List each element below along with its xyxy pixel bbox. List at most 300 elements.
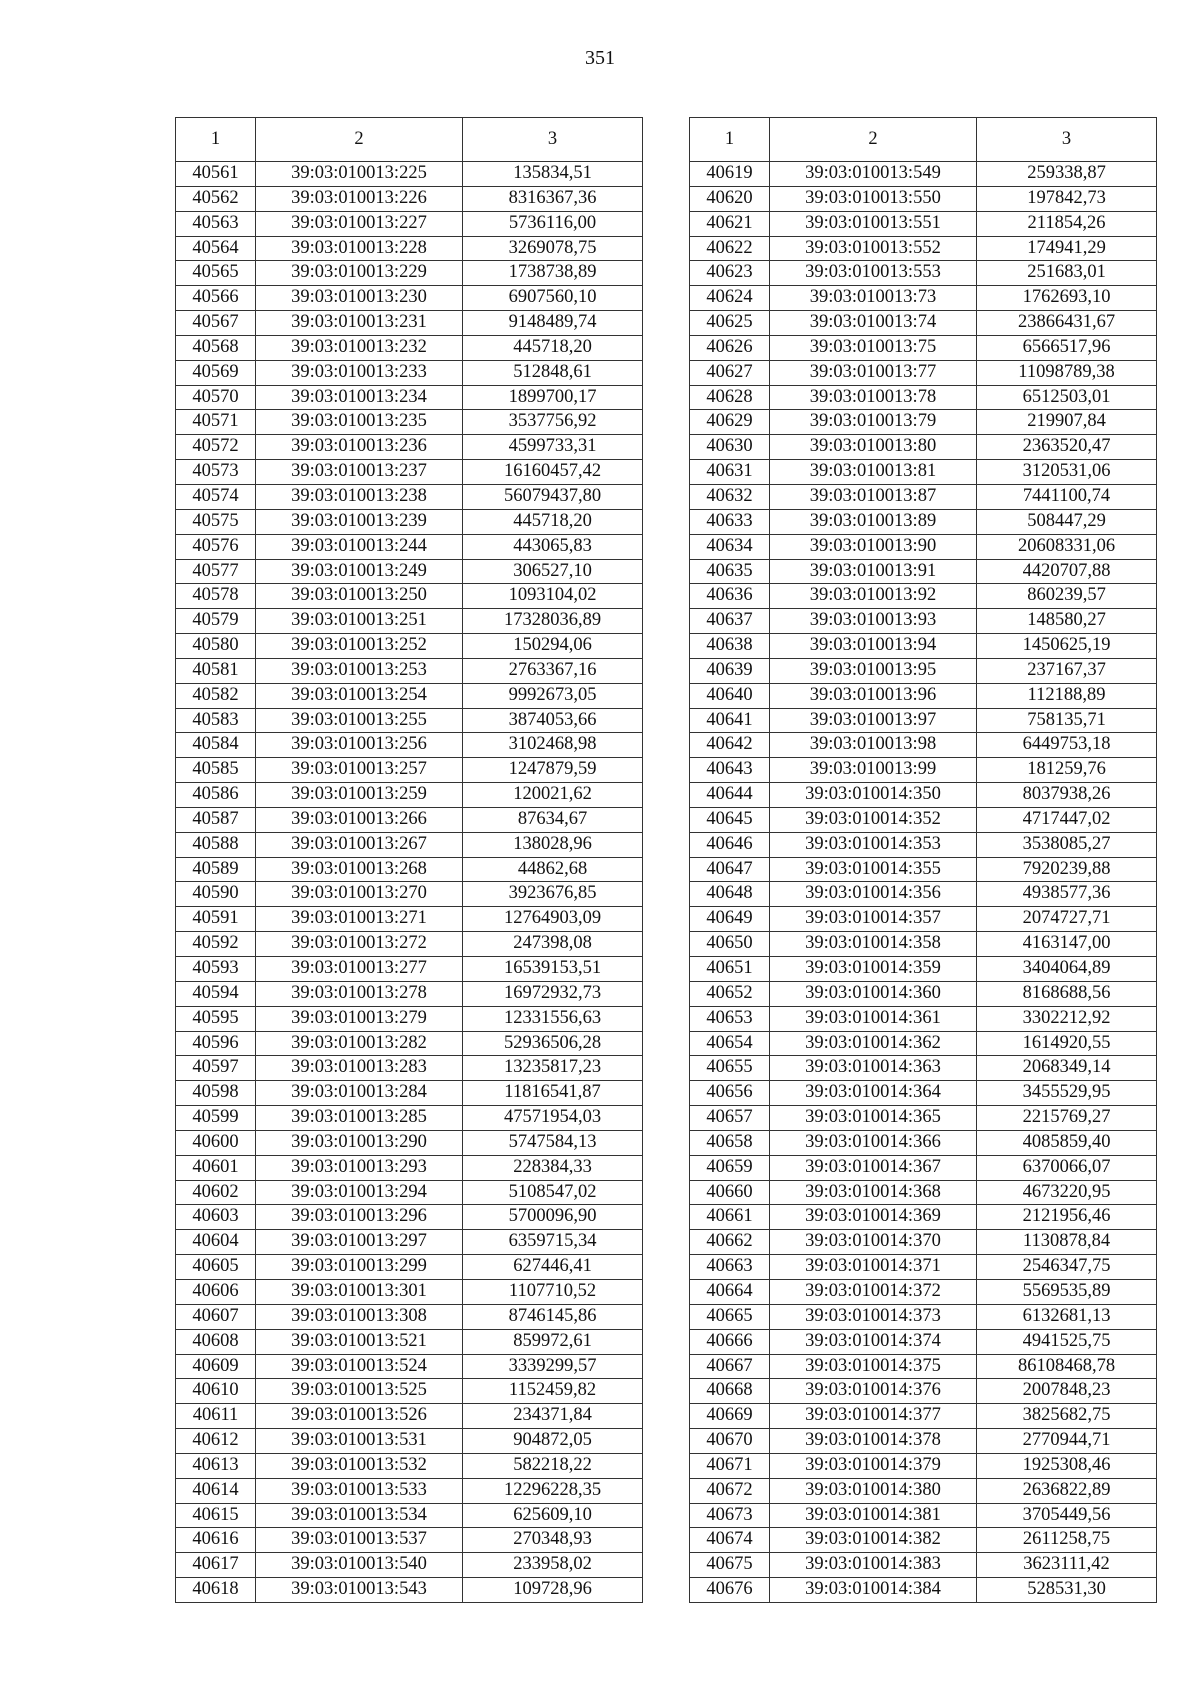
row-number-cell: 40570: [176, 385, 256, 410]
value-cell: 2074727,71: [977, 907, 1157, 932]
table-row: [690, 584, 1157, 609]
value-cell: 4085859,40: [977, 1130, 1157, 1155]
cadastral-number-cell: 39:03:010014:367: [770, 1155, 977, 1180]
cadastral-number-cell: 39:03:010013:230: [256, 286, 463, 311]
value-cell: 2611258,75: [977, 1528, 1157, 1553]
value-cell: 112188,89: [977, 683, 1157, 708]
row-number-cell: 40576: [176, 534, 256, 559]
table-row: [690, 1230, 1157, 1255]
table-row: [176, 1429, 643, 1454]
table-row: [176, 832, 643, 857]
row-number-cell: 40574: [176, 484, 256, 509]
value-cell: 3120531,06: [977, 460, 1157, 485]
table-row: [176, 360, 643, 385]
value-cell: 3923676,85: [463, 882, 643, 907]
value-cell: 120021,62: [463, 783, 643, 808]
table-row: [690, 832, 1157, 857]
value-cell: 3623111,42: [977, 1553, 1157, 1578]
row-number-cell: 40650: [690, 932, 770, 957]
row-number-cell: 40619: [690, 162, 770, 187]
row-number-cell: 40641: [690, 708, 770, 733]
value-cell: 445718,20: [463, 509, 643, 534]
cadastral-number-cell: 39:03:010013:525: [256, 1379, 463, 1404]
table-row: [690, 1056, 1157, 1081]
value-cell: 1738738,89: [463, 261, 643, 286]
row-number-cell: 40629: [690, 410, 770, 435]
cadastral-number-cell: 39:03:010014:379: [770, 1453, 977, 1478]
table-row: [176, 186, 643, 211]
cadastral-number-cell: 39:03:010013:299: [256, 1255, 463, 1280]
value-cell: 12296228,35: [463, 1478, 643, 1503]
table-row: [176, 1279, 643, 1304]
table-row: [690, 435, 1157, 460]
value-cell: 8037938,26: [977, 783, 1157, 808]
cadastral-number-cell: 39:03:010013:549: [770, 162, 977, 187]
table-row: [690, 783, 1157, 808]
row-number-cell: 40658: [690, 1130, 770, 1155]
row-number-cell: 40649: [690, 907, 770, 932]
cadastral-number-cell: 39:03:010013:552: [770, 236, 977, 261]
row-number-cell: 40577: [176, 559, 256, 584]
value-cell: 6566517,96: [977, 335, 1157, 360]
row-number-cell: 40646: [690, 832, 770, 857]
row-number-cell: 40563: [176, 211, 256, 236]
cadastral-number-cell: 39:03:010013:284: [256, 1081, 463, 1106]
row-number-cell: 40594: [176, 981, 256, 1006]
cadastral-number-cell: 39:03:010013:229: [256, 261, 463, 286]
cadastral-number-cell: 39:03:010013:90: [770, 534, 977, 559]
cadastral-number-cell: 39:03:010013:81: [770, 460, 977, 485]
cadastral-number-cell: 39:03:010014:366: [770, 1130, 977, 1155]
value-cell: 47571954,03: [463, 1106, 643, 1131]
row-number-cell: 40663: [690, 1255, 770, 1280]
row-number-cell: 40607: [176, 1304, 256, 1329]
table-row: [690, 1205, 1157, 1230]
cadastral-number-cell: 39:03:010013:99: [770, 758, 977, 783]
value-cell: 2763367,16: [463, 658, 643, 683]
cadastral-number-cell: 39:03:010014:360: [770, 981, 977, 1006]
cadastral-number-cell: 39:03:010013:252: [256, 634, 463, 659]
table-row: [176, 311, 643, 336]
value-cell: 233958,02: [463, 1553, 643, 1578]
value-cell: 13235817,23: [463, 1056, 643, 1081]
row-number-cell: 40651: [690, 957, 770, 982]
cadastral-number-cell: 39:03:010013:235: [256, 410, 463, 435]
table-row: [690, 360, 1157, 385]
cadastral-number-cell: 39:03:010013:253: [256, 658, 463, 683]
table-row: [176, 708, 643, 733]
value-cell: 11098789,38: [977, 360, 1157, 385]
row-number-cell: 40653: [690, 1006, 770, 1031]
value-cell: 860239,57: [977, 584, 1157, 609]
value-cell: 6370066,07: [977, 1155, 1157, 1180]
value-cell: 138028,96: [463, 832, 643, 857]
table-row: [690, 807, 1157, 832]
cadastral-number-cell: 39:03:010014:358: [770, 932, 977, 957]
table-row: [176, 385, 643, 410]
row-number-cell: 40610: [176, 1379, 256, 1404]
value-cell: 5700096,90: [463, 1205, 643, 1230]
cadastral-number-cell: 39:03:010014:368: [770, 1180, 977, 1205]
value-cell: 8746145,86: [463, 1304, 643, 1329]
table-row: [690, 1478, 1157, 1503]
row-number-cell: 40578: [176, 584, 256, 609]
row-number-cell: 40668: [690, 1379, 770, 1404]
table-row: [176, 1006, 643, 1031]
cadastral-number-cell: 39:03:010013:237: [256, 460, 463, 485]
row-number-cell: 40634: [690, 534, 770, 559]
row-number-cell: 40664: [690, 1279, 770, 1304]
value-cell: 2770944,71: [977, 1429, 1157, 1454]
row-number-cell: 40583: [176, 708, 256, 733]
row-number-cell: 40601: [176, 1155, 256, 1180]
value-cell: 6449753,18: [977, 733, 1157, 758]
cadastral-number-cell: 39:03:010014:356: [770, 882, 977, 907]
row-number-cell: 40627: [690, 360, 770, 385]
row-number-cell: 40669: [690, 1404, 770, 1429]
value-cell: 758135,71: [977, 708, 1157, 733]
value-cell: 109728,96: [463, 1578, 643, 1603]
value-cell: 7920239,88: [977, 857, 1157, 882]
cadastral-number-cell: 39:03:010013:526: [256, 1404, 463, 1429]
row-number-cell: 40618: [176, 1578, 256, 1603]
value-cell: 12764903,09: [463, 907, 643, 932]
table-row: [690, 1155, 1157, 1180]
table-row: [176, 162, 643, 187]
value-cell: 211854,26: [977, 211, 1157, 236]
table-row: [690, 658, 1157, 683]
table-row: [176, 1180, 643, 1205]
cadastral-number-cell: 39:03:010013:257: [256, 758, 463, 783]
cadastral-number-cell: 39:03:010013:74: [770, 311, 977, 336]
table-row: [176, 1329, 643, 1354]
row-number-cell: 40654: [690, 1031, 770, 1056]
row-number-cell: 40638: [690, 634, 770, 659]
row-number-cell: 40616: [176, 1528, 256, 1553]
table-row: [690, 1081, 1157, 1106]
row-number-cell: 40565: [176, 261, 256, 286]
cadastral-number-cell: 39:03:010013:524: [256, 1354, 463, 1379]
value-cell: 9992673,05: [463, 683, 643, 708]
row-number-cell: 40592: [176, 932, 256, 957]
table-row: [176, 1031, 643, 1056]
cadastral-number-cell: 39:03:010014:380: [770, 1478, 977, 1503]
table-row: [690, 534, 1157, 559]
value-cell: 1247879,59: [463, 758, 643, 783]
cadastral-number-cell: 39:03:010014:381: [770, 1503, 977, 1528]
row-number-cell: 40597: [176, 1056, 256, 1081]
value-cell: 2007848,23: [977, 1379, 1157, 1404]
cadastral-number-cell: 39:03:010013:551: [770, 211, 977, 236]
value-cell: 17328036,89: [463, 609, 643, 634]
row-number-cell: 40640: [690, 683, 770, 708]
row-number-cell: 40568: [176, 335, 256, 360]
table-row: [690, 1553, 1157, 1578]
value-cell: 1899700,17: [463, 385, 643, 410]
cadastral-number-cell: 39:03:010013:255: [256, 708, 463, 733]
table-row: [690, 559, 1157, 584]
table-row: [176, 634, 643, 659]
cadastral-number-cell: 39:03:010014:377: [770, 1404, 977, 1429]
cadastral-number-cell: 39:03:010013:75: [770, 335, 977, 360]
table-row: [176, 1503, 643, 1528]
value-cell: 2636822,89: [977, 1478, 1157, 1503]
table-row: [690, 609, 1157, 634]
value-cell: 11816541,87: [463, 1081, 643, 1106]
value-cell: 508447,29: [977, 509, 1157, 534]
cadastral-number-cell: 39:03:010013:294: [256, 1180, 463, 1205]
value-cell: 3302212,92: [977, 1006, 1157, 1031]
row-number-cell: 40643: [690, 758, 770, 783]
table-row: [690, 311, 1157, 336]
table-row: [176, 534, 643, 559]
table-row: [176, 1553, 643, 1578]
row-number-cell: 40599: [176, 1106, 256, 1131]
row-number-cell: 40655: [690, 1056, 770, 1081]
row-number-cell: 40617: [176, 1553, 256, 1578]
table-row: [690, 1578, 1157, 1603]
value-cell: 3705449,56: [977, 1503, 1157, 1528]
value-cell: 443065,83: [463, 534, 643, 559]
cadastral-number-cell: 39:03:010014:365: [770, 1106, 977, 1131]
page-number: 351: [585, 47, 615, 69]
table-row: [690, 286, 1157, 311]
value-cell: 174941,29: [977, 236, 1157, 261]
value-cell: 6132681,13: [977, 1304, 1157, 1329]
value-cell: 582218,22: [463, 1453, 643, 1478]
cadastral-number-cell: 39:03:010014:384: [770, 1578, 977, 1603]
value-cell: 3269078,75: [463, 236, 643, 261]
header-row: [690, 118, 1157, 162]
table-row: [690, 857, 1157, 882]
row-number-cell: 40639: [690, 658, 770, 683]
row-number-cell: 40605: [176, 1255, 256, 1280]
value-cell: 148580,27: [977, 609, 1157, 634]
cadastral-number-cell: 39:03:010014:369: [770, 1205, 977, 1230]
table-row: [176, 1081, 643, 1106]
cadastral-number-cell: 39:03:010013:256: [256, 733, 463, 758]
table-row: [176, 957, 643, 982]
table-row: [176, 261, 643, 286]
table-row: [690, 683, 1157, 708]
value-cell: 23866431,67: [977, 311, 1157, 336]
table-row: [690, 907, 1157, 932]
cadastral-number-cell: 39:03:010013:531: [256, 1429, 463, 1454]
value-cell: 2121956,46: [977, 1205, 1157, 1230]
row-number-cell: 40598: [176, 1081, 256, 1106]
table-row: [690, 634, 1157, 659]
table-row: [690, 882, 1157, 907]
row-number-cell: 40588: [176, 832, 256, 857]
table-row: [176, 410, 643, 435]
value-cell: 1925308,46: [977, 1453, 1157, 1478]
cadastral-number-cell: 39:03:010013:259: [256, 783, 463, 808]
value-cell: 234371,84: [463, 1404, 643, 1429]
table-row: [176, 907, 643, 932]
cadastral-number-cell: 39:03:010013:239: [256, 509, 463, 534]
cadastral-number-cell: 39:03:010014:371: [770, 1255, 977, 1280]
cadastral-number-cell: 39:03:010014:363: [770, 1056, 977, 1081]
value-cell: 4941525,75: [977, 1329, 1157, 1354]
cadastral-number-cell: 39:03:010013:249: [256, 559, 463, 584]
row-number-cell: 40589: [176, 857, 256, 882]
value-cell: 5569535,89: [977, 1279, 1157, 1304]
value-cell: 20608331,06: [977, 534, 1157, 559]
cadastral-number-cell: 39:03:010013:93: [770, 609, 977, 634]
cadastral-number-cell: 39:03:010014:374: [770, 1329, 977, 1354]
row-number-cell: 40626: [690, 335, 770, 360]
cadastral-number-cell: 39:03:010013:89: [770, 509, 977, 534]
row-number-cell: 40647: [690, 857, 770, 882]
row-number-cell: 40585: [176, 758, 256, 783]
row-number-cell: 40660: [690, 1180, 770, 1205]
value-cell: 52936506,28: [463, 1031, 643, 1056]
row-number-cell: 40582: [176, 683, 256, 708]
value-cell: 197842,73: [977, 186, 1157, 211]
table-row: [690, 1279, 1157, 1304]
row-number-cell: 40635: [690, 559, 770, 584]
table-row: [690, 1429, 1157, 1454]
value-cell: 1762693,10: [977, 286, 1157, 311]
row-number-cell: 40612: [176, 1429, 256, 1454]
row-number-cell: 40613: [176, 1453, 256, 1478]
cadastral-number-cell: 39:03:010013:254: [256, 683, 463, 708]
cadastral-number-cell: 39:03:010013:290: [256, 1130, 463, 1155]
value-cell: 4938577,36: [977, 882, 1157, 907]
row-number-cell: 40676: [690, 1578, 770, 1603]
cadastral-number-cell: 39:03:010014:364: [770, 1081, 977, 1106]
table-row: [690, 758, 1157, 783]
row-number-cell: 40645: [690, 807, 770, 832]
row-number-cell: 40667: [690, 1354, 770, 1379]
table-row: [176, 1354, 643, 1379]
row-number-cell: 40564: [176, 236, 256, 261]
cadastral-number-cell: 39:03:010014:353: [770, 832, 977, 857]
row-number-cell: 40659: [690, 1155, 770, 1180]
cadastral-number-cell: 39:03:010013:553: [770, 261, 977, 286]
table-row: [690, 1130, 1157, 1155]
table-row: [176, 1230, 643, 1255]
cadastral-number-cell: 39:03:010013:92: [770, 584, 977, 609]
cadastral-number-cell: 39:03:010013:95: [770, 658, 977, 683]
row-number-cell: 40569: [176, 360, 256, 385]
cadastral-number-cell: 39:03:010014:375: [770, 1354, 977, 1379]
cadastral-number-cell: 39:03:010013:532: [256, 1453, 463, 1478]
value-cell: 16539153,51: [463, 957, 643, 982]
row-number-cell: 40579: [176, 609, 256, 634]
row-number-cell: 40611: [176, 1404, 256, 1429]
table-row: [690, 261, 1157, 286]
cadastral-number-cell: 39:03:010013:78: [770, 385, 977, 410]
row-number-cell: 40581: [176, 658, 256, 683]
cadastral-number-cell: 39:03:010014:361: [770, 1006, 977, 1031]
row-number-cell: 40575: [176, 509, 256, 534]
value-cell: 3874053,66: [463, 708, 643, 733]
cadastral-number-cell: 39:03:010013:282: [256, 1031, 463, 1056]
table-row: [690, 484, 1157, 509]
table-row: [176, 1056, 643, 1081]
right-table: [689, 117, 1157, 1603]
table-row: [690, 957, 1157, 982]
cadastral-number-cell: 39:03:010013:250: [256, 584, 463, 609]
table-row: [176, 981, 643, 1006]
row-number-cell: 40630: [690, 435, 770, 460]
cadastral-number-cell: 39:03:010014:373: [770, 1304, 977, 1329]
value-cell: 3825682,75: [977, 1404, 1157, 1429]
table-row: [176, 211, 643, 236]
row-number-cell: 40603: [176, 1205, 256, 1230]
cadastral-number-cell: 39:03:010014:357: [770, 907, 977, 932]
table-row: [690, 708, 1157, 733]
value-cell: 4420707,88: [977, 559, 1157, 584]
cadastral-number-cell: 39:03:010013:73: [770, 286, 977, 311]
value-cell: 2068349,14: [977, 1056, 1157, 1081]
table-row: [690, 1379, 1157, 1404]
cadastral-number-cell: 39:03:010013:278: [256, 981, 463, 1006]
row-number-cell: 40623: [690, 261, 770, 286]
value-cell: 1107710,52: [463, 1279, 643, 1304]
column-header-cadastral: 2: [770, 118, 977, 162]
value-cell: 859972,61: [463, 1329, 643, 1354]
cadastral-number-cell: 39:03:010014:376: [770, 1379, 977, 1404]
value-cell: 3538085,27: [977, 832, 1157, 857]
cadastral-number-cell: 39:03:010014:383: [770, 1553, 977, 1578]
table-row: [690, 1354, 1157, 1379]
row-number-cell: 40636: [690, 584, 770, 609]
left-table: [175, 117, 643, 1603]
table-row: [176, 932, 643, 957]
table-row: [690, 509, 1157, 534]
table-row: [176, 1106, 643, 1131]
row-number-cell: 40628: [690, 385, 770, 410]
value-cell: 44862,68: [463, 857, 643, 882]
table-row: [176, 1130, 643, 1155]
row-number-cell: 40652: [690, 981, 770, 1006]
table-row: [176, 335, 643, 360]
value-cell: 8316367,36: [463, 186, 643, 211]
value-cell: 237167,37: [977, 658, 1157, 683]
value-cell: 4717447,02: [977, 807, 1157, 832]
row-number-cell: 40631: [690, 460, 770, 485]
cadastral-number-cell: 39:03:010013:308: [256, 1304, 463, 1329]
row-number-cell: 40637: [690, 609, 770, 634]
value-cell: 627446,41: [463, 1255, 643, 1280]
row-number-cell: 40666: [690, 1329, 770, 1354]
row-number-cell: 40608: [176, 1329, 256, 1354]
row-number-cell: 40587: [176, 807, 256, 832]
table-row: [690, 733, 1157, 758]
table-row: [690, 1255, 1157, 1280]
value-cell: 625609,10: [463, 1503, 643, 1528]
cadastral-number-cell: 39:03:010013:266: [256, 807, 463, 832]
value-cell: 86108468,78: [977, 1354, 1157, 1379]
cadastral-number-cell: 39:03:010013:226: [256, 186, 463, 211]
row-number-cell: 40591: [176, 907, 256, 932]
cadastral-number-cell: 39:03:010013:540: [256, 1553, 463, 1578]
row-number-cell: 40674: [690, 1528, 770, 1553]
value-cell: 259338,87: [977, 162, 1157, 187]
row-number-cell: 40604: [176, 1230, 256, 1255]
cadastral-number-cell: 39:03:010014:359: [770, 957, 977, 982]
cadastral-number-cell: 39:03:010013:270: [256, 882, 463, 907]
cadastral-number-cell: 39:03:010013:543: [256, 1578, 463, 1603]
table-row: [690, 1006, 1157, 1031]
value-cell: 3102468,98: [463, 733, 643, 758]
table-row: [176, 807, 643, 832]
cadastral-number-cell: 39:03:010013:550: [770, 186, 977, 211]
value-cell: 8168688,56: [977, 981, 1157, 1006]
cadastral-number-cell: 39:03:010013:272: [256, 932, 463, 957]
